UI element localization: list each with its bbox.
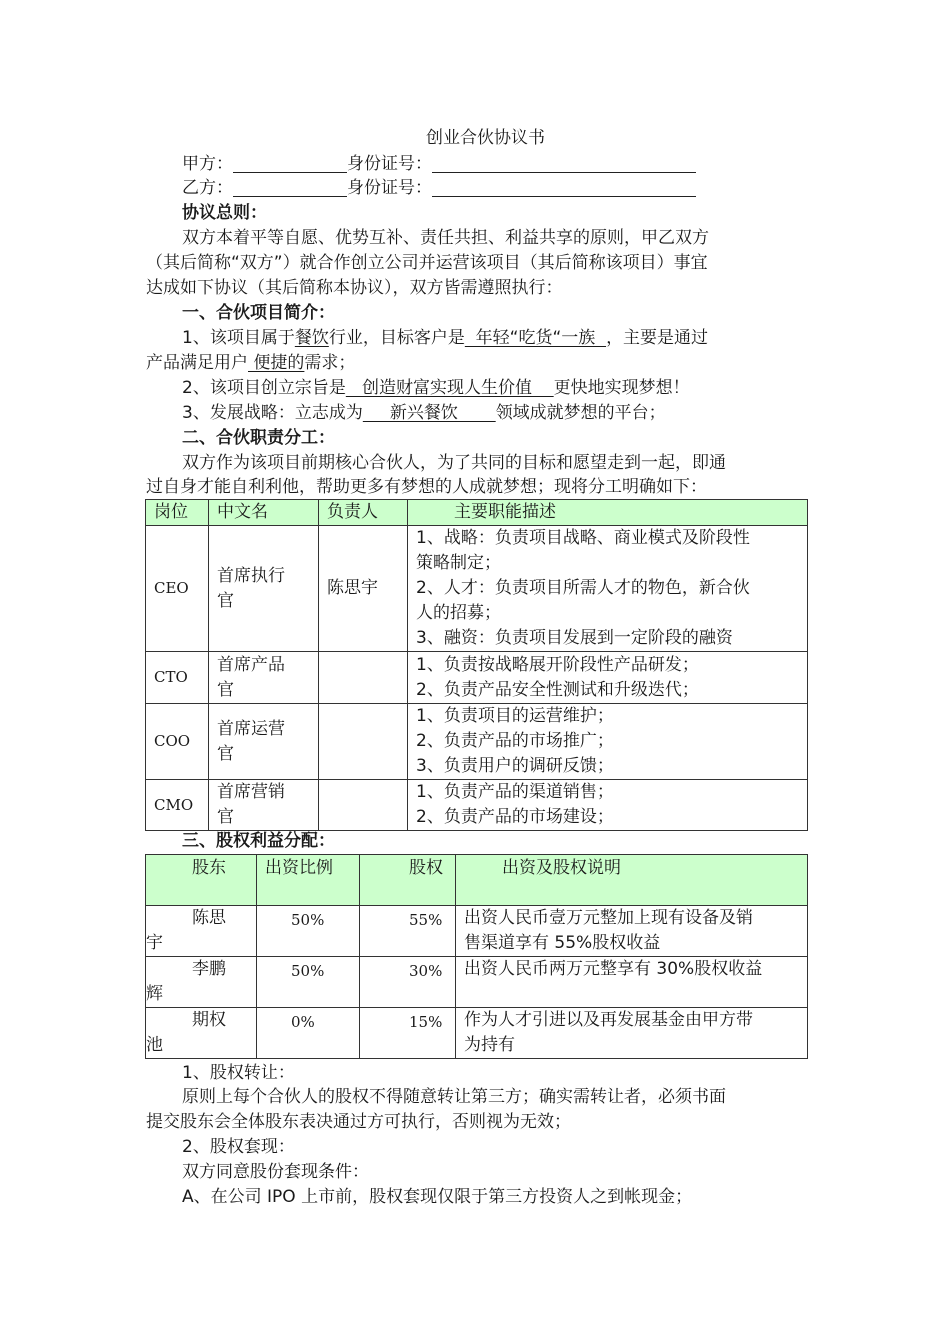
equity-table	[145, 854, 808, 1059]
holder-ratio: 50%	[257, 906, 360, 957]
transfer-paragraph-line-1: 原则上每个合伙人的股权不得随意转让第三方；确实需转让者，必须书面	[182, 1087, 726, 1107]
table-row	[146, 1008, 808, 1059]
holder-name	[146, 906, 257, 957]
party-a-name-blank[interactable]	[233, 154, 347, 173]
general-paragraph-line-3: 达成如下协议（其后简称本协议），双方皆需遵照执行：	[146, 278, 563, 298]
role-duties	[408, 780, 808, 831]
duty-line: 2、负责产品安全性测试和升级迭代；	[416, 679, 699, 700]
section1-heading: 一、合伙项目简介：	[182, 303, 335, 323]
duty-line: 1、战略：负责项目战略、商业模式及阶段性	[416, 528, 750, 548]
role-owner	[319, 652, 408, 704]
role-chinese-name	[209, 780, 319, 831]
roles-table-header	[146, 500, 808, 526]
table-row	[146, 906, 808, 957]
transfer-paragraph-line-2: 提交股东会全体股东表决通过方可执行，否则视为无效；	[146, 1112, 571, 1132]
party-b-line	[182, 176, 696, 200]
role-name-line: 官	[217, 679, 234, 700]
party-b-id-blank[interactable]	[432, 178, 696, 197]
role-name-line: 官	[217, 590, 234, 611]
party-a-line	[182, 152, 696, 176]
role-chinese-name	[209, 652, 319, 704]
role-name-line: 官	[217, 807, 234, 827]
description-line: 作为人才引进以及再发展基金由甲方带	[464, 1010, 753, 1030]
section1-item1-text-d: 产品满足用户	[146, 353, 248, 373]
holder-name-line: 池	[146, 1035, 163, 1055]
cashout-condition-a: A、在公司 IPO 上市前，股权套现仅限于第三方投资人之到帐现金；	[182, 1187, 693, 1207]
holder-name-line: 期权	[192, 1010, 226, 1030]
role-owner: 陈思宇	[319, 526, 408, 652]
duty-line: 3、负责用户的调研反馈；	[416, 756, 614, 776]
duty-line: 策略制定；	[416, 553, 501, 573]
section3-heading: 三、股权利益分配：	[182, 831, 335, 851]
role-owner	[319, 704, 408, 780]
equity-header-equity: 股权	[360, 855, 456, 906]
duty-line: 2、人才：负责项目所需人才的物色，新合伙	[416, 578, 750, 598]
holder-description	[456, 906, 808, 957]
party-a-label: 甲方：	[182, 154, 233, 174]
roles-table	[145, 499, 808, 831]
duty-line: 1、负责按战略展开阶段性产品研发；	[416, 654, 699, 675]
party-a-id-label: 身份证号：	[347, 154, 432, 174]
holder-equity: 30%	[360, 957, 456, 1008]
section1-item3-text-a: 3、发展战略：立志成为	[182, 403, 363, 423]
document-title: 创业合伙协议书	[426, 128, 545, 148]
target-customer-value: 年轻“吃货“一族	[464, 328, 607, 348]
section1-item3	[182, 401, 666, 425]
section1-item1-text-b: 行业，目标客户是	[328, 328, 465, 348]
cashout-paragraph: 双方同意股份套现条件：	[182, 1162, 369, 1182]
description-line: 为持有	[464, 1035, 515, 1055]
duty-line: 人的招募；	[416, 603, 501, 623]
description-line: 出资人民币壹万元整加上现有设备及销	[464, 908, 753, 928]
section2-heading: 二、合伙职责分工：	[182, 428, 335, 448]
section1-item1-line1	[182, 326, 708, 350]
general-paragraph-line-1: 双方本着平等自愿、优势互补、责任共担、利益共享的原则，甲乙双方	[182, 228, 709, 248]
party-b-name-blank[interactable]	[233, 178, 347, 197]
description-line: 出资人民币两万元整享有 30%股权收益	[464, 959, 763, 979]
party-b-id-label: 身份证号：	[347, 178, 432, 198]
section2-paragraph-line-2: 过自身才能自利利他，帮助更多有梦想的人成就梦想；现将分工明确如下：	[146, 477, 707, 497]
general-heading: 协议总则：	[182, 203, 267, 223]
general-paragraph-line-2: （其后简称“双方”）就合作创立公司并运营该项目（其后简称该项目）事宜	[146, 253, 708, 273]
section1-item1-text-e: 需求；	[304, 353, 356, 373]
roles-header-position: 岗位	[146, 500, 209, 526]
user-need-value: 便捷的	[248, 353, 305, 373]
section1-item2-text-a: 2、该项目创立宗旨是	[182, 378, 346, 398]
holder-description	[456, 1008, 808, 1059]
equity-header-description: 出资及股权说明	[456, 855, 808, 906]
equity-header-ratio: 出资比例	[257, 855, 360, 906]
description-line: 售渠道享有 55%股权收益	[464, 933, 661, 953]
holder-name-line: 李鹏	[192, 959, 226, 979]
role-name-line: 首席执行	[217, 565, 285, 586]
section1-item1-line2	[146, 351, 355, 375]
cashout-heading: 2、股权套现：	[182, 1137, 295, 1157]
role-code: CEO	[146, 526, 209, 652]
holder-name	[146, 957, 257, 1008]
section1-item1-text-c: ，主要是通过	[606, 328, 709, 348]
holder-equity: 15%	[360, 1008, 456, 1059]
holder-equity: 55%	[360, 906, 456, 957]
duty-line: 2、负责产品的市场建设；	[416, 807, 614, 827]
role-name-line: 首席产品	[217, 654, 285, 675]
equity-header-holder: 股东	[146, 855, 257, 906]
equity-table-header	[146, 855, 808, 906]
industry-value: 餐饮	[294, 328, 329, 348]
role-chinese-name	[209, 526, 319, 652]
roles-header-duties: 主要职能描述	[408, 500, 808, 526]
role-code: CTO	[146, 652, 209, 704]
duty-line: 3、融资：负责项目发展到一定阶段的融资	[416, 628, 733, 648]
holder-name-line: 宇	[146, 933, 163, 953]
role-code: COO	[146, 704, 209, 780]
holder-ratio: 0%	[257, 1008, 360, 1059]
role-duties	[408, 526, 808, 652]
roles-header-owner: 负责人	[319, 500, 408, 526]
holder-description	[456, 957, 808, 1008]
role-code: CMO	[146, 780, 209, 831]
holder-ratio: 50%	[257, 957, 360, 1008]
duty-line: 1、负责项目的运营维护；	[416, 706, 614, 726]
party-a-id-blank[interactable]	[432, 154, 696, 173]
project-aim-value: 创造财富实现人生价值	[345, 378, 554, 398]
role-owner	[319, 780, 408, 831]
role-duties	[408, 704, 808, 780]
strategy-goal-value: 新兴餐饮	[362, 403, 496, 423]
table-row	[146, 526, 808, 652]
holder-name-line: 陈思	[192, 908, 226, 928]
section1-item2	[182, 376, 690, 400]
duty-line: 2、负责产品的市场推广；	[416, 731, 614, 751]
duty-line: 1、负责产品的渠道销售；	[416, 782, 614, 802]
transfer-heading: 1、股权转让：	[182, 1063, 295, 1083]
section1-item2-text-b: 更快地实现梦想！	[553, 378, 690, 398]
section1-item3-text-b: 领域成就梦想的平台；	[495, 403, 666, 423]
table-row	[146, 704, 808, 780]
holder-name-line: 辉	[146, 984, 163, 1004]
roles-header-chinese-name: 中文名	[209, 500, 319, 526]
role-duties	[408, 652, 808, 704]
table-row	[146, 780, 808, 831]
section1-item1-text-a: 1、该项目属于	[182, 328, 295, 348]
party-b-label: 乙方：	[182, 178, 233, 198]
role-name-line: 首席营销	[217, 782, 285, 802]
table-row	[146, 957, 808, 1008]
table-row	[146, 652, 808, 704]
role-chinese-name	[209, 704, 319, 780]
section2-paragraph-line-1: 双方作为该项目前期核心合伙人，为了共同的目标和愿望走到一起，即通	[182, 453, 726, 473]
role-name-line: 官	[217, 743, 234, 764]
holder-name	[146, 1008, 257, 1059]
role-name-line: 首席运营	[217, 718, 285, 739]
